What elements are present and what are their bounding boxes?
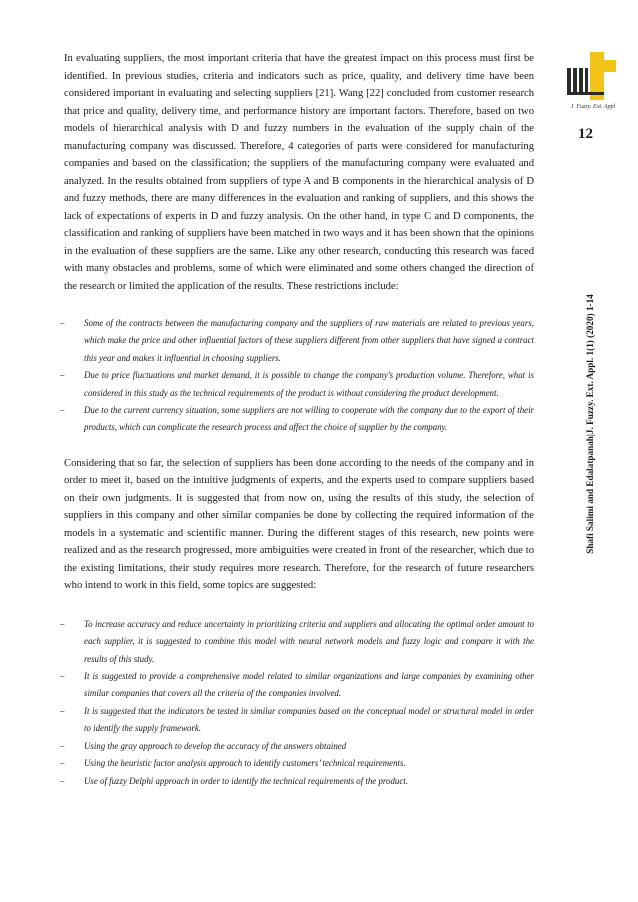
list-item: – Some of the contracts between the manufacturing company and the suppliers of raw materials are related to previous years, which make the price and other influential factors of these suppliers different from other suppliers that have signed a contract this year and makes it influential in choosing suppliers. <box>64 315 534 367</box>
list-item: – To increase accuracy and reduce uncertainty in prioritizing criteria and suppliers and allocating the optimal order amount to each supplier, it is suggested to combine this model with neural network models and fuzzy logic and compare it with the results of this study. <box>64 616 534 668</box>
suggestions-list <box>60 616 534 790</box>
paragraph-future-research: Considering that so far, the selection of suppliers has been done according to the needs of the company and in order to meet it, based on the intuitive judgments of experts, and the experts used to compare suppliers based on their own judgments. It is suggested that from now on, using the results of this study, the selection of suppliers in this company and other similar companies be done by collecting the required information of the models in a systematic and scientific manner. During the different stages of this research, new points were realized and as the research progressed, more ambiguities were created in front of the researcher, which due to the existing limitations, their study requires more research. Therefore, for the research of future researchers who intend to work in this field, some topics are suggested: <box>64 457 534 592</box>
bullet-dash: – <box>60 405 65 416</box>
list-item: – It is suggested that the indicators be tested in similar companies based on the conceptual model or structural model in order to identify the supply framework. <box>64 703 534 738</box>
paragraph-supplier-evaluation: In evaluating suppliers, the most important criteria that have the greatest impact on this process must first be identified. In previous studies, criteria and indicators such as price, quality, and delivery time have been considered important in evaluating and selecting suppliers [21]. Wang [22] concluded from customer research that price and quality, delivery time, and performance history are important factors. Therefore, based on two models of hierarchical analysis with D and fuzzy numbers in the evaluation of the supply chain of the manufacturing company was discussed. Therefore, 4 categories of parts were considered for manufacturing companies and based on the classification; the suppliers of the manufacturing company were evaluated and analyzed. In the results obtained from suppliers of type A and B components in the hierarchical analysis of D and fuzzy methods, there are many differences in the evaluation and ranking of suppliers, and this shows the lack of expectations of experts in D and fuzzy analysis. On the other hand, in type C and D components, the classification and ranking of suppliers have been matched in two ways and it has been shown that the opinions in the evaluation of these suppliers are the same. Like any other research, conducting this research was faced with many obstacles and problems, some of which were eliminated and some others changed the direction of the research or limited the application of the results. These restrictions include: <box>64 53 534 292</box>
list-item: – Due to price fluctuations and market demand, it is possible to change the company’s production volume. Therefore, what is considered in this study as the technical requirements of the product is without considering the product development. <box>64 367 534 402</box>
list-item: – It is suggested to provide a comprehensive model related to similar organizations and large companies by examining other similar companies that covers all the criteria of the companies involved. <box>64 668 534 703</box>
list-item: – Use of fuzzy Delphi approach in order to identify the technical requirements of the product. <box>64 773 534 790</box>
bullet-dash: – <box>60 705 65 716</box>
bullet-dash: – <box>60 740 65 751</box>
bullet-dash: – <box>60 671 65 682</box>
list-item: – Using the gray approach to develop the accuracy of the answers obtained <box>64 738 534 755</box>
bullet-dash: – <box>60 758 65 769</box>
page-number: 12 <box>578 126 593 142</box>
bullet-dash: – <box>60 618 65 629</box>
bullet-dash: – <box>60 318 65 328</box>
bullet-dash: – <box>60 370 65 381</box>
restrictions-list <box>60 315 534 437</box>
list-item: – Using the heuristic factor analysis approach to identify customers’ technical requirements. <box>64 755 534 772</box>
logo-caption: J. Fuzzy. Ext. Appl <box>570 104 616 110</box>
bullet-dash: – <box>60 775 65 786</box>
main-text-column <box>60 50 534 790</box>
side-citation: Shafi Salimi and Edalatpanah|J. Fuzzy. Ext. Appl. 1(1) (2020) 1-14 <box>585 294 595 554</box>
list-item: – Due to the current currency situation, some suppliers are not willing to cooperate with the company due to the export of their products, which can complicate the research process and affect the choice of supplier by the company. <box>64 402 534 437</box>
